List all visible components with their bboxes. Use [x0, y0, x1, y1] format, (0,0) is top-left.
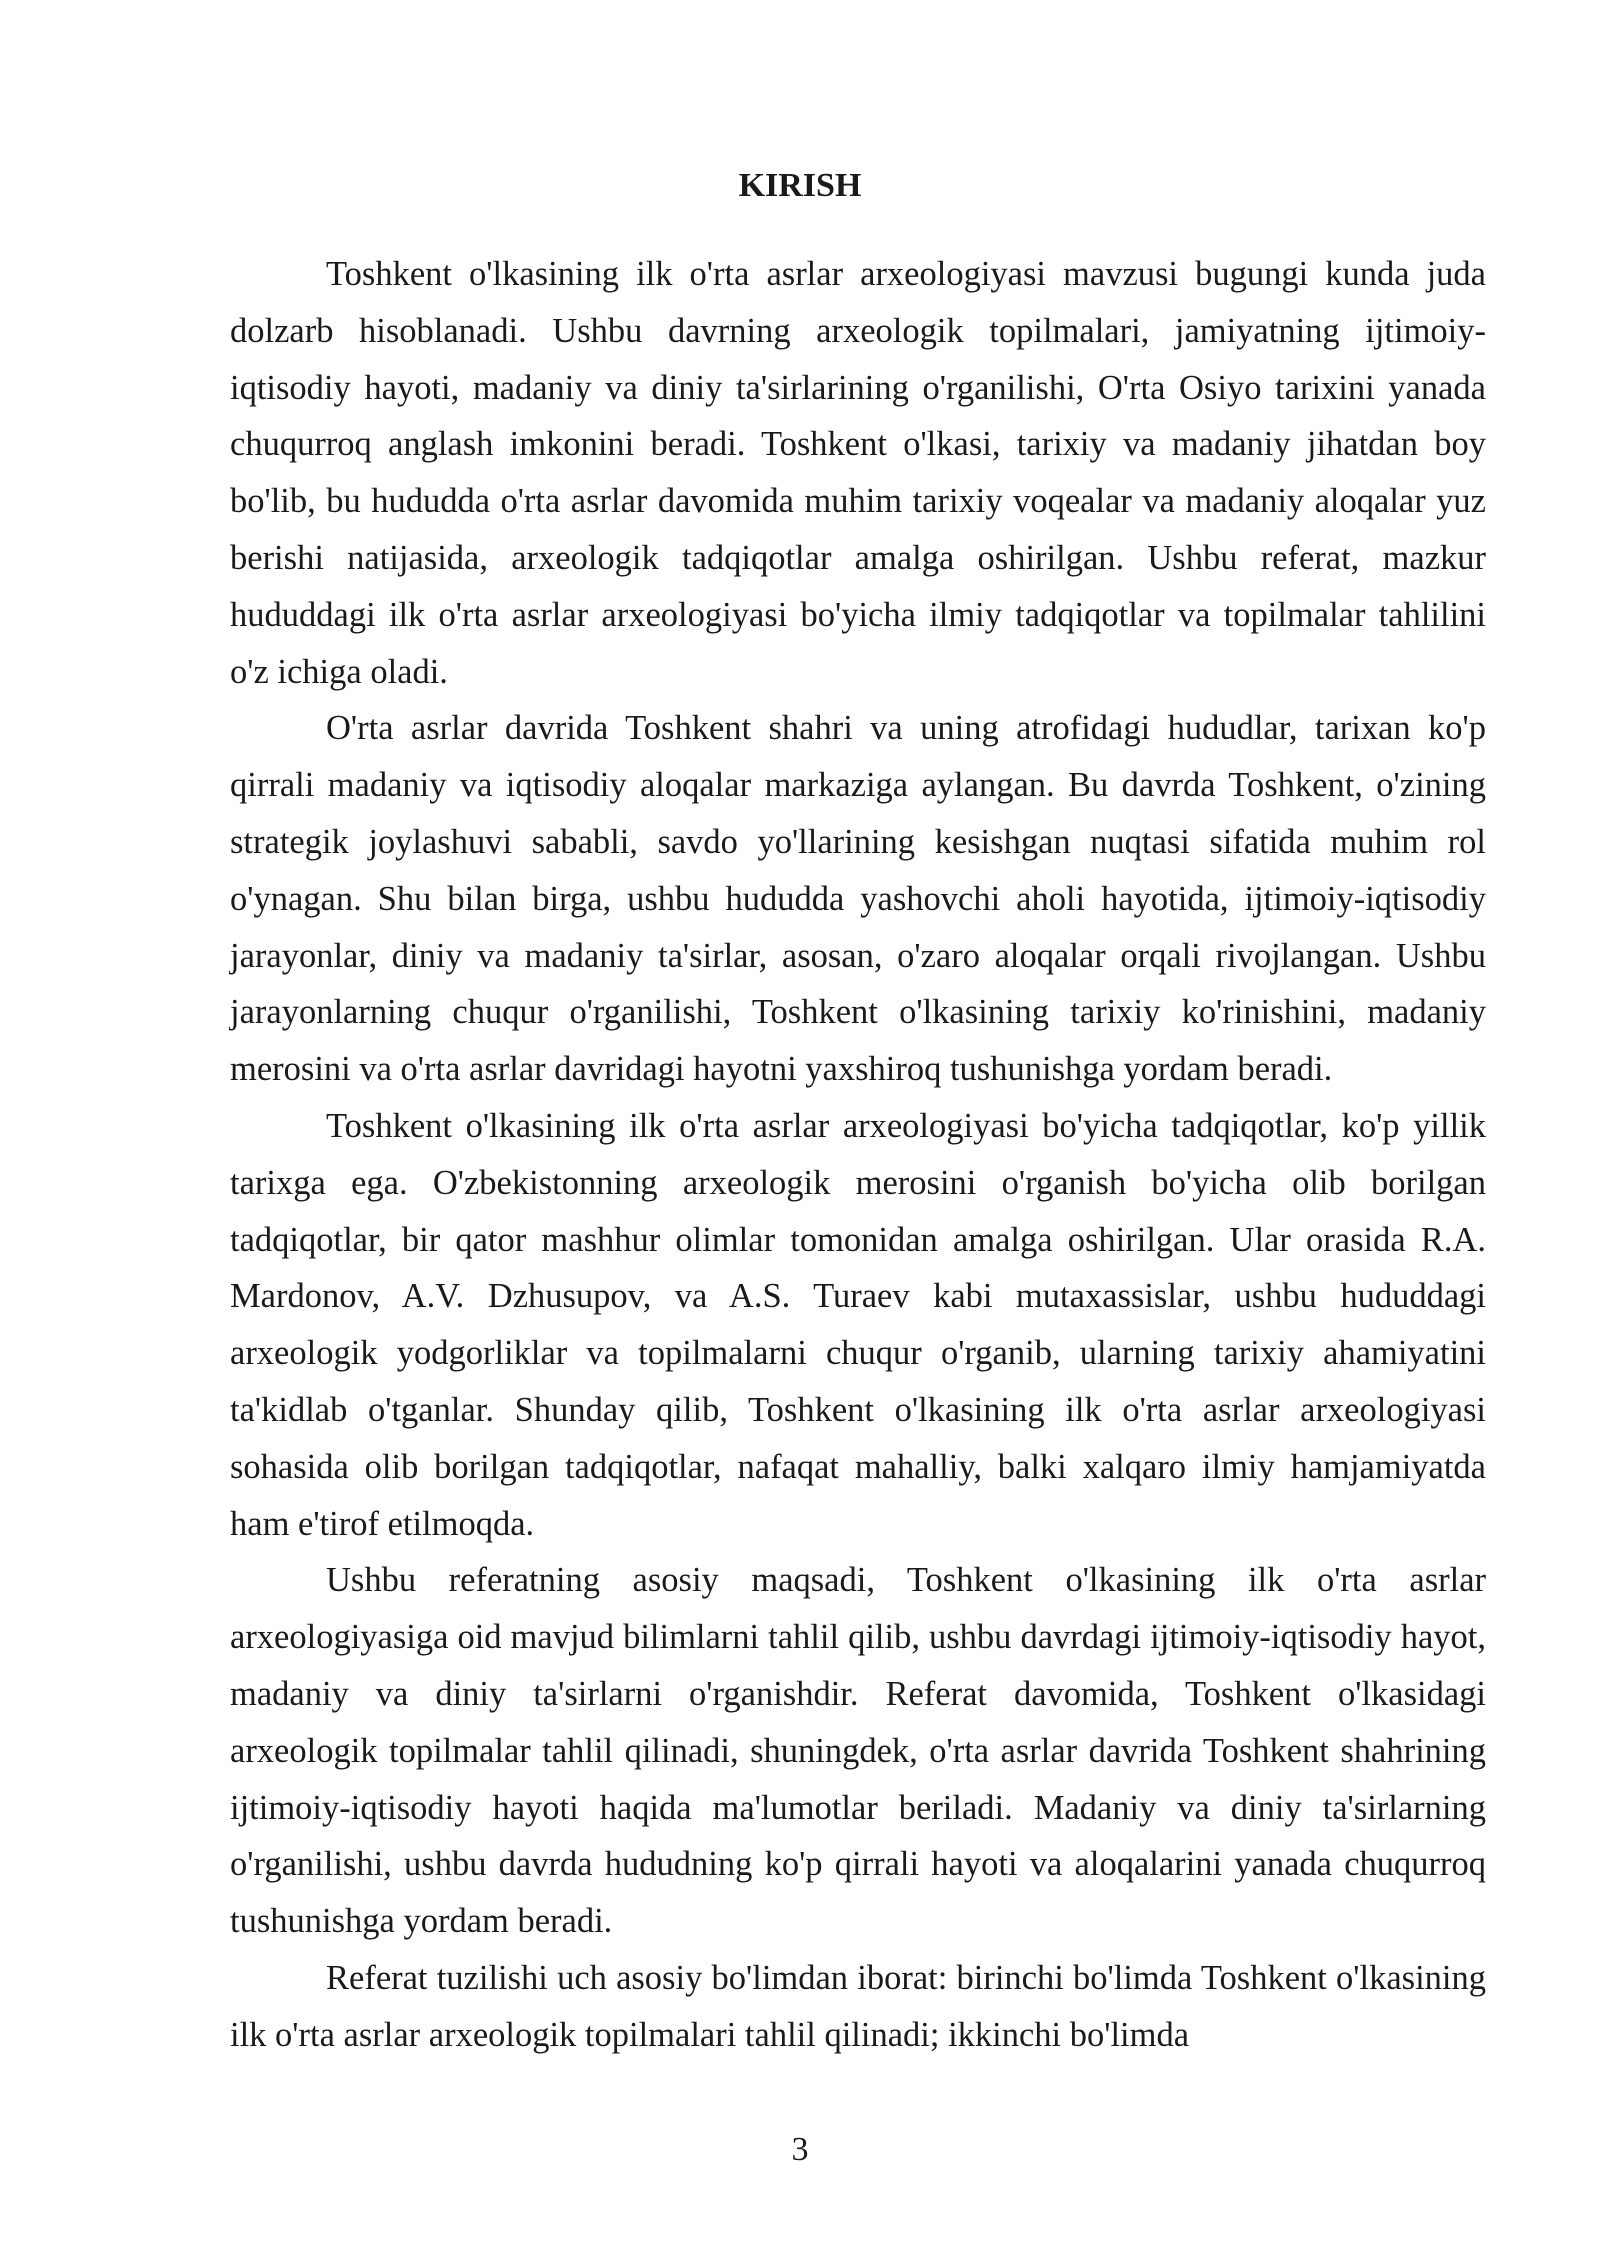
- page-number: 3: [791, 2131, 809, 2168]
- body-text: [230, 246, 1486, 2064]
- paragraph-5: Referat tuzilishi uch asosiy bo'limdan iborat: birinchi bo'limda Toshkent o'lkasining ilk o'rta asrlar arxeologik topilmalari tahlil qilinadi; ikkinchi bo'limda: [230, 1958, 1486, 2054]
- paragraph-4: Ushbu referatning asosiy maqsadi, Toshkent o'lkasining ilk o'rta asrlar arxeologiyasiga oid mavjud bilimlarni tahlil qilib, ushbu davrdagi ijtimoiy-iqtisodiy hayot, madaniy va diniy ta'sirlarni o'rganishdir. Referat davomida, Toshkent o'lkasidagi arxeologik topilmalar tahlil qilinadi, shuningdek, o'rta asrlar davrida Toshkent shahrining ijtimoiy-iqtisodiy hayoti haqida ma'lumotlar beriladi. Madaniy va diniy ta'sirlarning o'rganilishi, ushbu davrda hududning ko'p qirrali hayoti va aloqalarini yanada chuqurroq tushunishga yordam beradi.: [230, 1561, 1486, 1941]
- paragraph-2: O'rta asrlar davrida Toshkent shahri va uning atrofidagi hududlar, tarixan ko'p qirrali madaniy va iqtisodiy aloqalar markaziga aylangan. Bu davrda Toshkent, o'zining strategik joylashuvi sababli, savdo yo'llarining kesishgan nuqtasi sifatida muhim rol o'ynagan. Shu bilan birga, ushbu hududda yashovchi aholi hayotida, ijtimoiy-iqtisodiy jarayonlar, diniy va madaniy ta'sirlar, asosan, o'zaro aloqalar orqali rivojlangan. Ushbu jarayonlarning chuqur o'rganilishi, Toshkent o'lkasining tarixiy ko'rinishini, madaniy merosini va o'rta asrlar davridagi hayotni yaxshiroq tushunishga yordam beradi.: [230, 709, 1486, 1089]
- paragraph-3: Toshkent o'lkasining ilk o'rta asrlar arxeologiyasi bo'yicha tadqiqotlar, ko'p yillik tarixga ega. O'zbekistonning arxeologik merosini o'rganish bo'yicha olib borilgan tadqiqotlar, bir qator mashhur olimlar tomonidan amalga oshirilgan. Ular orasida R.A. Mardonov, A.V. Dzhusupov, va A.S. Turaev kabi mutaxassislar, ushbu hududdagi arxeologik yodgorliklar va topilmalarni chuqur o'rganib, ularning tarixiy ahamiyatini ta'kidlab o'tganlar. Shunday qilib, Toshkent o'lkasining ilk o'rta asrlar arxeologiyasi sohasida olib borilgan tadqiqotlar, nafaqat mahalliy, balki xalqaro ilmiy hamjamiyatda ham e'tirof etilmoqda.: [230, 1106, 1486, 1543]
- section-title: KIRISH: [738, 167, 862, 204]
- paragraph-1: Toshkent o'lkasining ilk o'rta asrlar arxeologiyasi mavzusi bugungi kunda juda dolzarb hisoblanadi. Ushbu davrning arxeologik topilmalari, jamiyatning ijtimoiy-iqtisodiy hayoti, madaniy va diniy ta'sirlarining o'rganilishi, O'rta Osiyo tarixini yanada chuqurroq anglash imkonini beradi. Toshkent o'lkasi, tarixiy va madaniy jihatdan boy bo'lib, bu hududda o'rta asrlar davomida muhim tarixiy voqealar va madaniy aloqalar yuz berishi natijasida, arxeologik tadqiqotlar amalga oshirilgan. Ushbu referat, mazkur hududdagi ilk o'rta asrlar arxeologiyasi bo'yicha ilmiy tadqiqotlar va topilmalar tahlilini o'z ichiga oladi.: [230, 255, 1486, 691]
